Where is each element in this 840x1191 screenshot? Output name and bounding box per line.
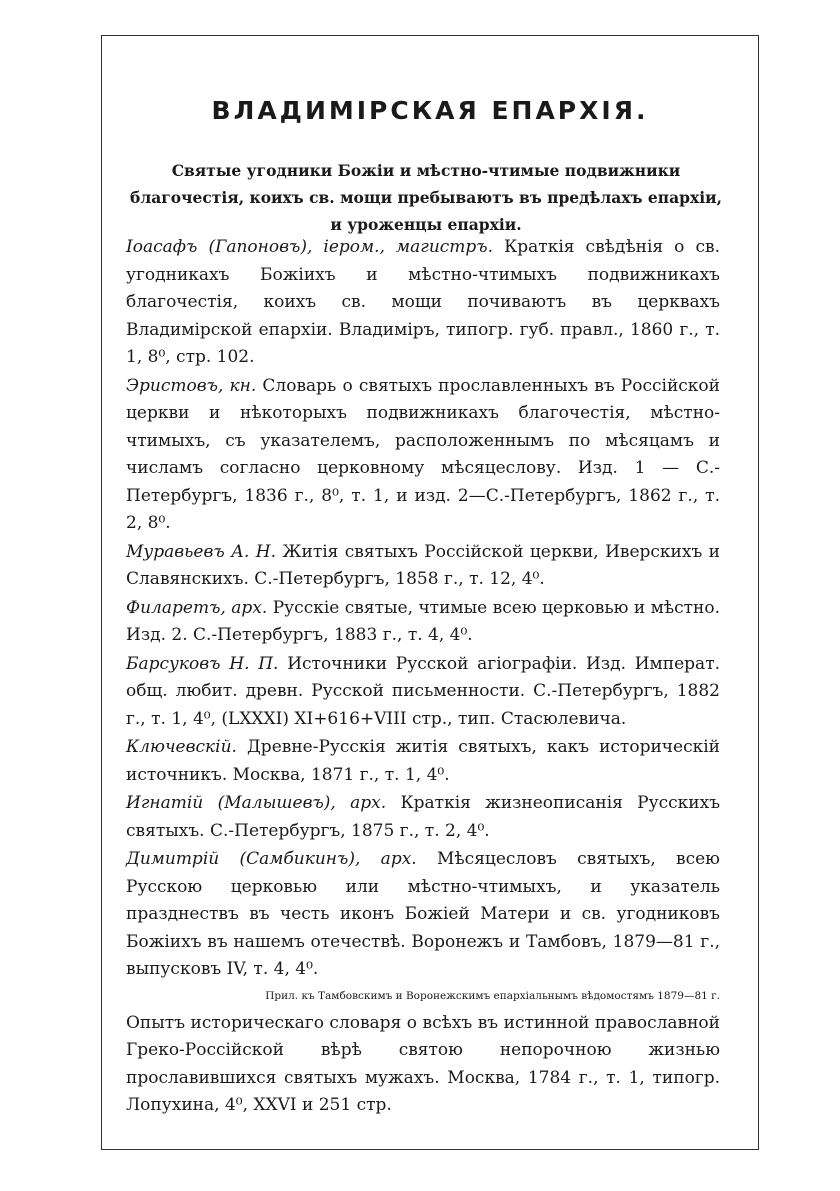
- entry-author: Муравьевъ А. Н.: [126, 541, 276, 562]
- bibliography-entry: [126, 846, 720, 984]
- entry-text: Краткія жизнеописанія Русскихъ святыхъ. С.-Петербургъ, 1875 г., т. 2, 4⁰.: [126, 793, 721, 841]
- section-subtitle: Святые угодники Божіи и мѣстно-чтимые подвижники благочестія, коихъ св. мощи пребываютъ въ предѣлахъ епархіи, и уроженцы епархіи.: [129, 161, 722, 234]
- bibliography-entry: [126, 539, 720, 594]
- entry-text: Русскіе святые, чтимые всею церковью и мѣстно. Изд. 2. С.-Петербургъ, 1883 г., т. 4, 4⁰.: [126, 597, 721, 645]
- page-title: ВЛАДИМІРСКАЯ ЕПАРХІЯ.: [211, 96, 649, 125]
- entry-author: Игнатій (Малышевъ), арх.: [126, 793, 387, 813]
- entry-text: Источники Русской агіографіи. Изд. Императ. общ. любит. древн. Русской письменности. С.-Петербургъ, 1882 г., т. 1, 4⁰, (LXXXI) XI+616+VIII стр., тип. Стасюлевича.: [126, 653, 720, 729]
- bibliography-entry-final: Опытъ историческаго словаря о всѣхъ въ истинной православной Греко-Россійской вѣрѣ святою непорочною жизнью прославившихся святыхъ мужахъ. Москва, 1784 г., т. 1, типогр. Лопухина, 4⁰, XXVI и 251 стр.: [126, 1012, 720, 1115]
- entry-text: Житія святыхъ Россійской церкви, Иверскихъ и Славянскихъ. С.-Петербургъ, 1858 г., т. 12, 4⁰.: [126, 541, 720, 589]
- bibliography-entry: [126, 373, 720, 538]
- entry-text: Словарь о святыхъ прославленныхъ въ Россійской церкви и нѣкоторыхъ подвижникахъ благочестія, мѣстно-чтимыхъ, съ указателемъ, расположеннымъ по мѣсяцамъ и числамъ согласно церковному мѣсяцеслову. Изд. 1 — С.-Петербургъ, 1836 г., 8⁰, т. 1, и изд. 2—С.-Петербургъ, 1862 г., т. 2, 8⁰.: [126, 375, 720, 533]
- entry-note: Прил. къ Тамбовскимъ и Воронежскимъ епархіальнымъ вѣдомостямъ 1879—81 г.: [265, 989, 720, 1002]
- entry-author: Филаретъ, арх.: [126, 597, 268, 618]
- bibliography-entry: [126, 595, 720, 650]
- entry-text: Краткія свѣдѣнія о св. угодникахъ Божіихъ и мѣстно-чтимыхъ подвижникахъ благочестія, коихъ св. мощи почиваютъ въ церквахъ Владимірской епархіи. Владиміръ, типогр. губ. правл., 1860 г., т. 1, 8⁰, стр. 102.: [126, 237, 720, 367]
- bibliography-list: [126, 234, 720, 1121]
- entry-text: Древне-Русскія житія святыхъ, какъ историческій источникъ. Москва, 1871 г., т. 1, 4⁰.: [126, 737, 721, 785]
- entry-text: Мѣсяцесловъ святыхъ, всею Русскою церковью или мѣстно-чтимыхъ, и указатель празднествъ въ честь иконъ Божіей Матери и св. угодниковъ Божіихъ въ нашемъ отечествѣ. Воронежъ и Тамбовъ, 1879—81 г., выпусковъ IV, т. 4, 4⁰.: [126, 849, 720, 979]
- entry-author: Ключевскій.: [126, 737, 237, 757]
- bibliography-entry: [126, 234, 720, 372]
- entry-author: Димитрій (Самбикинъ), арх.: [126, 849, 417, 869]
- bibliography-entry: [126, 651, 720, 734]
- entry-author: Іоасафъ (Гапоновъ), іером., магистръ.: [126, 237, 494, 257]
- bibliography-entry: [126, 734, 720, 789]
- entry-author: Эристовъ, кн.: [126, 375, 257, 396]
- entry-author: Барсуковъ Н. П.: [126, 653, 279, 674]
- bibliography-entry: [126, 790, 720, 845]
